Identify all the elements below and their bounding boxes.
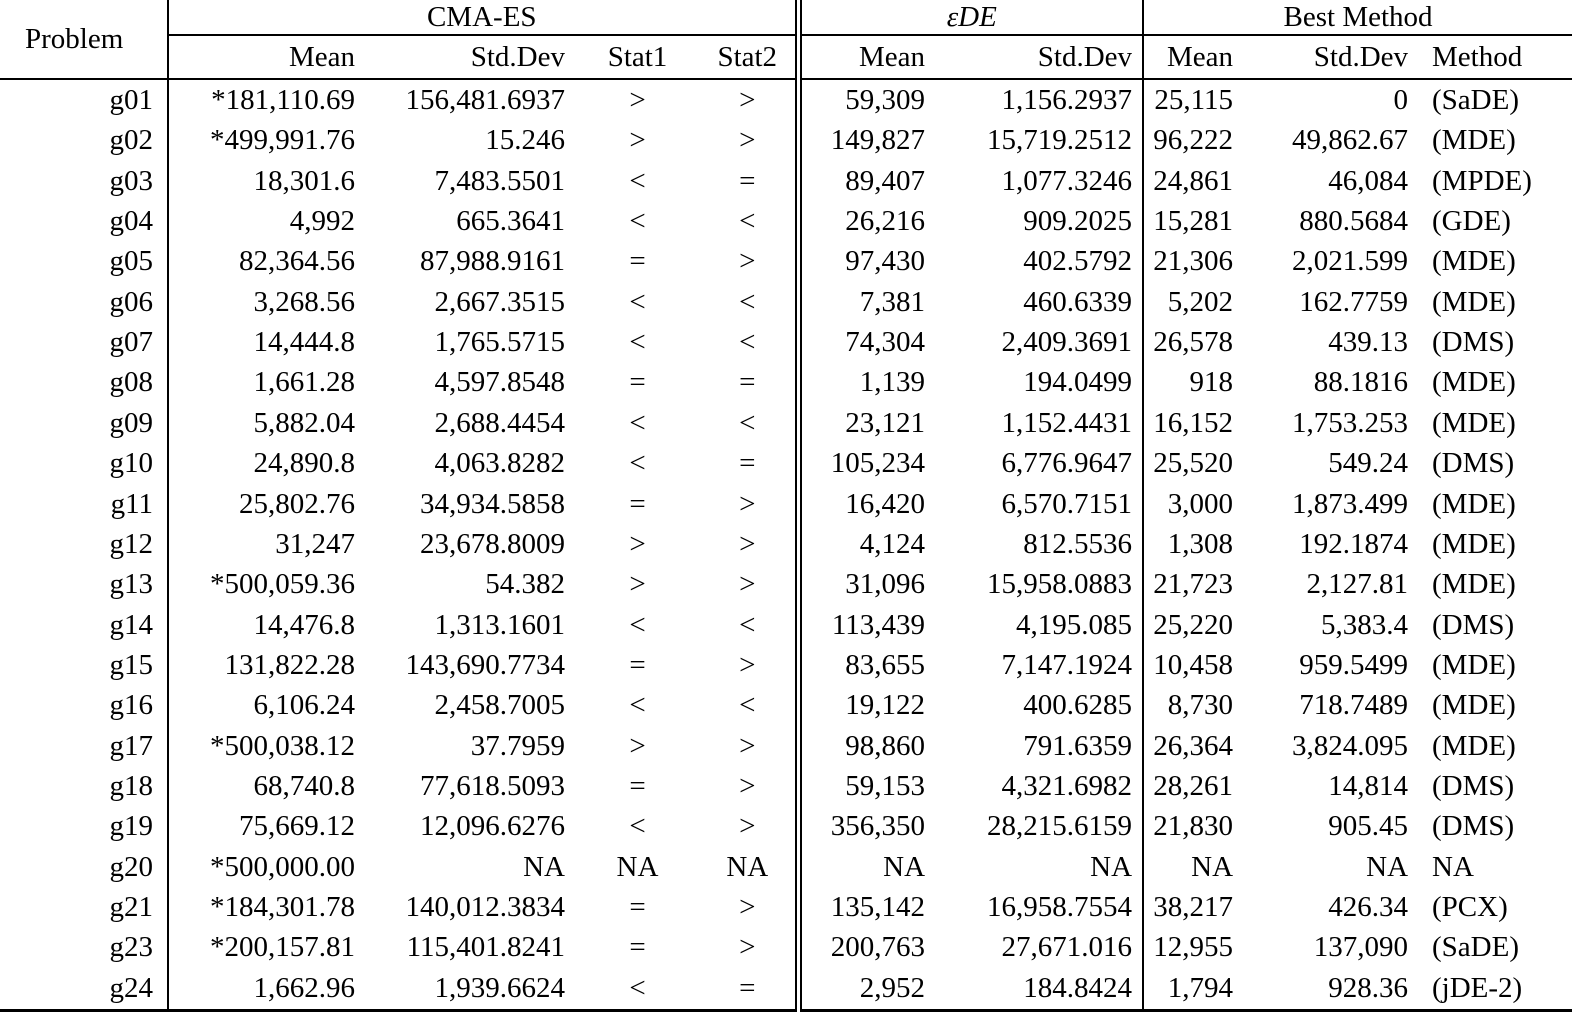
method-cell: (MDE) bbox=[1432, 527, 1516, 560]
method-cell: (jDE-2) bbox=[1418, 968, 1572, 1011]
stat2-header: Stat2 bbox=[700, 35, 798, 79]
cma-mean-cell: *500,059.36 bbox=[210, 568, 355, 601]
best-mean-cell: 15,281 bbox=[1143, 201, 1243, 241]
method-cell: (MDE) bbox=[1432, 568, 1516, 601]
problem-cell: g19 bbox=[0, 807, 168, 847]
ede-mean-cell: 356,350 bbox=[798, 807, 935, 847]
best-stddev-cell: 718.7489 bbox=[1299, 689, 1409, 722]
cma-mean-cell: 18,301.6 bbox=[253, 164, 355, 197]
ede-mean-cell: 98,860 bbox=[798, 726, 935, 766]
problem-cell: g03 bbox=[0, 161, 168, 201]
ede-stddev-cell: 1,077.3246 bbox=[1001, 164, 1133, 197]
cma-mean-cell: *500,000.00 bbox=[210, 850, 355, 883]
cma-stddev-cell: 87,988.9161 bbox=[420, 245, 565, 278]
cma-stddev-cell: 4,063.8282 bbox=[434, 447, 565, 480]
method-cell: (MDE) bbox=[1432, 689, 1516, 722]
best-mean-cell: NA bbox=[1143, 847, 1243, 887]
stat1-cell: NA bbox=[616, 850, 659, 883]
best-mean-cell: 16,152 bbox=[1143, 403, 1243, 443]
stat2-cell: > bbox=[739, 245, 756, 278]
stat1-cell: < bbox=[629, 810, 646, 843]
method-cell: (SaDE) bbox=[1432, 83, 1519, 116]
cma-stddev-cell: 54.382 bbox=[485, 568, 565, 601]
stat1-cell: < bbox=[629, 689, 646, 722]
cma-mean-cell: 75,669.12 bbox=[239, 810, 355, 843]
best-mean-cell: 28,261 bbox=[1143, 766, 1243, 806]
cma-stddev-cell: 12,096.6276 bbox=[420, 810, 565, 843]
ede-stddev-cell: 194.0499 bbox=[1023, 366, 1133, 399]
problem-cell: g08 bbox=[0, 363, 168, 403]
stat2-cell: > bbox=[739, 769, 756, 802]
method-cell: (MDE) bbox=[1432, 285, 1516, 318]
method-cell: (PCX) bbox=[1432, 890, 1508, 923]
stat1-cell: < bbox=[629, 447, 646, 480]
cma-stddev-header: Std.Dev bbox=[365, 35, 575, 79]
ede-mean-cell: 7,381 bbox=[798, 282, 935, 322]
best-stddev-cell: 1,753.253 bbox=[1292, 406, 1409, 439]
best-stddev-cell: NA bbox=[1366, 850, 1409, 883]
ede-stddev-header: Std.Dev bbox=[935, 35, 1143, 79]
table-row bbox=[0, 363, 1572, 403]
table-row bbox=[0, 443, 1572, 483]
cma-stddev-cell: 2,688.4454 bbox=[434, 406, 565, 439]
best-stddev-cell: 959.5499 bbox=[1299, 648, 1409, 681]
table-row bbox=[0, 242, 1572, 282]
best-mean-cell: 1,794 bbox=[1143, 968, 1243, 1011]
problem-cell: g23 bbox=[0, 928, 168, 968]
best-stddev-cell: 928.36 bbox=[1243, 968, 1418, 1011]
ede-mean-cell: 59,153 bbox=[798, 766, 935, 806]
ede-stddev-cell: 184.8424 bbox=[935, 968, 1143, 1011]
best-mean-cell: 25,115 bbox=[1143, 79, 1243, 121]
best-stddev-cell: 49,862.67 bbox=[1292, 124, 1409, 157]
best-stddev-cell: 0 bbox=[1393, 83, 1409, 116]
ede-mean-cell: 1,139 bbox=[798, 363, 935, 403]
stat2-cell: < bbox=[739, 608, 756, 641]
problem-column-header: Problem bbox=[0, 0, 168, 79]
ede-stddev-cell: 1,152.4431 bbox=[1001, 406, 1133, 439]
problem-cell: g02 bbox=[0, 121, 168, 161]
ede-mean-cell: 19,122 bbox=[798, 686, 935, 726]
cma-mean-cell: 1,661.28 bbox=[253, 366, 355, 399]
stat2-cell: = bbox=[739, 447, 756, 480]
ede-mean-header: Mean bbox=[798, 35, 935, 79]
stat2-cell: > bbox=[739, 890, 756, 923]
method-cell: (MDE) bbox=[1432, 648, 1516, 681]
best-mean-cell: 21,830 bbox=[1143, 807, 1243, 847]
table-header bbox=[0, 0, 1572, 79]
method-cell: (DMS) bbox=[1432, 810, 1515, 843]
ede-stddev-cell: 460.6339 bbox=[1023, 285, 1133, 318]
ede-stddev-cell: 28,215.6159 bbox=[987, 810, 1133, 843]
cma-stddev-cell: 1,939.6624 bbox=[365, 968, 575, 1011]
ede-stddev-cell: 6,776.9647 bbox=[1001, 447, 1133, 480]
table-body bbox=[0, 79, 1572, 1011]
stat1-cell: = bbox=[629, 366, 646, 399]
method-cell: (MDE) bbox=[1432, 487, 1516, 520]
best-mean-cell: 38,217 bbox=[1143, 887, 1243, 927]
ede-stddev-cell: 812.5536 bbox=[1023, 527, 1133, 560]
stat2-cell: > bbox=[739, 931, 756, 964]
best-mean-cell: 21,306 bbox=[1143, 242, 1243, 282]
problem-cell: g17 bbox=[0, 726, 168, 766]
stat1-cell: > bbox=[629, 729, 646, 762]
cma-mean-cell: 5,882.04 bbox=[253, 406, 355, 439]
stat2-cell: = bbox=[739, 366, 756, 399]
method-cell: (DMS) bbox=[1432, 447, 1515, 480]
cma-stddev-cell: 2,458.7005 bbox=[434, 689, 565, 722]
cma-mean-header: Mean bbox=[168, 35, 365, 79]
group-header-row bbox=[0, 0, 1572, 35]
method-cell: (DMS) bbox=[1432, 769, 1515, 802]
ede-stddev-cell: 27,671.016 bbox=[1001, 931, 1133, 964]
ede-stddev-cell: 7,147.1924 bbox=[1001, 648, 1133, 681]
stat2-cell: NA bbox=[726, 850, 769, 883]
stat2-cell: > bbox=[739, 648, 756, 681]
method-cell: (MDE) bbox=[1432, 406, 1516, 439]
best-mean-cell: 12,955 bbox=[1143, 928, 1243, 968]
table-row bbox=[0, 322, 1572, 362]
cma-mean-cell: *181,110.69 bbox=[211, 83, 355, 116]
ede-mean-cell: 26,216 bbox=[798, 201, 935, 241]
method-cell: (DMS) bbox=[1432, 608, 1515, 641]
best-mean-cell: 26,578 bbox=[1143, 322, 1243, 362]
cma-stddev-cell: 15.246 bbox=[485, 124, 565, 157]
table-row bbox=[0, 726, 1572, 766]
ede-mean-cell: 83,655 bbox=[798, 645, 935, 685]
cma-stddev-cell: 143,690.7734 bbox=[405, 648, 565, 681]
best-stddev-cell: 88.1816 bbox=[1313, 366, 1409, 399]
best-stddev-cell: 905.45 bbox=[1328, 810, 1409, 843]
cma-mean-cell: 14,476.8 bbox=[253, 608, 355, 641]
stat2-cell: > bbox=[739, 568, 756, 601]
ede-mean-cell: NA bbox=[798, 847, 935, 887]
problem-cell: g04 bbox=[0, 201, 168, 241]
problem-cell: g06 bbox=[0, 282, 168, 322]
table-row bbox=[0, 565, 1572, 605]
ede-stddev-cell: 4,195.085 bbox=[1016, 608, 1133, 641]
best-stddev-cell: 2,021.599 bbox=[1292, 245, 1409, 278]
stat2-cell: > bbox=[739, 810, 756, 843]
table-row bbox=[0, 847, 1572, 887]
best-mean-cell: 918 bbox=[1143, 363, 1243, 403]
stat2-cell: < bbox=[739, 285, 756, 318]
best-stddev-cell: 137,090 bbox=[1313, 931, 1409, 964]
cma-stddev-cell: 140,012.3834 bbox=[405, 890, 565, 923]
problem-cell: g16 bbox=[0, 686, 168, 726]
ede-mean-cell: 16,420 bbox=[798, 484, 935, 524]
cma-mean-cell: 25,802.76 bbox=[239, 487, 355, 520]
method-header: Method bbox=[1418, 35, 1572, 79]
table-row bbox=[0, 79, 1572, 121]
stat1-cell: = bbox=[629, 487, 646, 520]
stat1-cell: = bbox=[629, 648, 646, 681]
method-cell: (MPDE) bbox=[1432, 164, 1532, 197]
cma-mean-cell: 14,444.8 bbox=[253, 326, 355, 359]
best-method-group-header: Best Method bbox=[1143, 0, 1572, 35]
table-row bbox=[0, 605, 1572, 645]
problem-cell: g13 bbox=[0, 565, 168, 605]
best-mean-cell: 25,520 bbox=[1143, 443, 1243, 483]
cma-mean-cell: 1,662.96 bbox=[168, 968, 365, 1011]
problem-cell: g20 bbox=[0, 847, 168, 887]
cma-mean-cell: 68,740.8 bbox=[253, 769, 355, 802]
stat1-cell: = bbox=[629, 245, 646, 278]
stat1-header: Stat1 bbox=[575, 35, 700, 79]
best-stddev-cell: 549.24 bbox=[1328, 447, 1409, 480]
stat1-cell: > bbox=[629, 527, 646, 560]
best-stddev-header: Std.Dev bbox=[1243, 35, 1418, 79]
best-mean-cell: 8,730 bbox=[1143, 686, 1243, 726]
ede-stddev-cell: 1,156.2937 bbox=[1001, 83, 1133, 116]
problem-cell: g11 bbox=[0, 484, 168, 524]
problem-cell: g15 bbox=[0, 645, 168, 685]
problem-cell: g01 bbox=[0, 79, 168, 121]
table-row bbox=[0, 161, 1572, 201]
best-stddev-cell: 192.1874 bbox=[1299, 527, 1409, 560]
table-row bbox=[0, 887, 1572, 927]
cma-stddev-cell: 665.3641 bbox=[456, 205, 565, 238]
ede-stddev-cell: 2,409.3691 bbox=[1001, 326, 1133, 359]
best-stddev-cell: 880.5684 bbox=[1299, 205, 1409, 238]
ede-mean-cell: 200,763 bbox=[798, 928, 935, 968]
best-stddev-cell: 1,873.499 bbox=[1292, 487, 1409, 520]
best-stddev-cell: 439.13 bbox=[1328, 326, 1409, 359]
table-row bbox=[0, 686, 1572, 726]
ede-stddev-cell: 400.6285 bbox=[1023, 689, 1133, 722]
best-mean-cell: 1,308 bbox=[1143, 524, 1243, 564]
stat2-cell: > bbox=[739, 729, 756, 762]
ede-stddev-cell: 791.6359 bbox=[1023, 729, 1133, 762]
method-cell: (SaDE) bbox=[1432, 931, 1519, 964]
stat1-cell: > bbox=[629, 124, 646, 157]
best-mean-cell: 26,364 bbox=[1143, 726, 1243, 766]
problem-cell: g14 bbox=[0, 605, 168, 645]
ede-mean-cell: 2,952 bbox=[798, 968, 935, 1011]
cma-stddev-cell: 2,667.3515 bbox=[434, 285, 565, 318]
method-cell: (MDE) bbox=[1432, 729, 1516, 762]
best-mean-cell: 10,458 bbox=[1143, 645, 1243, 685]
stat2-cell: > bbox=[739, 487, 756, 520]
stat2-cell: = bbox=[700, 968, 798, 1011]
table-row bbox=[0, 201, 1572, 241]
ede-mean-cell: 97,430 bbox=[798, 242, 935, 282]
stat2-cell: = bbox=[739, 164, 756, 197]
method-cell: (MDE) bbox=[1432, 366, 1516, 399]
best-mean-cell: 5,202 bbox=[1143, 282, 1243, 322]
cma-mean-cell: *200,157.81 bbox=[210, 931, 355, 964]
cma-mean-cell: *184,301.78 bbox=[210, 890, 355, 923]
table-row bbox=[0, 403, 1572, 443]
table-row bbox=[0, 282, 1572, 322]
cma-stddev-cell: 1,313.1601 bbox=[434, 608, 565, 641]
stat2-cell: > bbox=[739, 124, 756, 157]
cma-mean-cell: 131,822.28 bbox=[224, 648, 355, 681]
stat1-cell: < bbox=[629, 406, 646, 439]
cma-stddev-cell: 1,765.5715 bbox=[434, 326, 565, 359]
cma-stddev-cell: 4,597.8548 bbox=[434, 366, 565, 399]
ede-mean-cell: 149,827 bbox=[798, 121, 935, 161]
stat2-cell: < bbox=[739, 326, 756, 359]
sub-header-row bbox=[0, 35, 1572, 79]
best-stddev-cell: 5,383.4 bbox=[1321, 608, 1409, 641]
stat1-cell: > bbox=[629, 568, 646, 601]
problem-cell: g18 bbox=[0, 766, 168, 806]
cma-stddev-cell: 34,934.5858 bbox=[420, 487, 565, 520]
problem-cell: g21 bbox=[0, 887, 168, 927]
method-cell: (GDE) bbox=[1432, 205, 1511, 238]
method-cell: (DMS) bbox=[1432, 326, 1515, 359]
problem-cell: g12 bbox=[0, 524, 168, 564]
ede-mean-cell: 135,142 bbox=[798, 887, 935, 927]
stat1-cell: < bbox=[629, 326, 646, 359]
ede-stddev-cell: 16,958.7554 bbox=[987, 890, 1133, 923]
best-stddev-cell: 46,084 bbox=[1328, 164, 1409, 197]
cma-stddev-cell: 7,483.5501 bbox=[434, 164, 565, 197]
method-cell: (MDE) bbox=[1432, 124, 1516, 157]
best-mean-cell: 3,000 bbox=[1143, 484, 1243, 524]
table-row bbox=[0, 121, 1572, 161]
cma-stddev-cell: 156,481.6937 bbox=[405, 83, 565, 116]
stat1-cell: < bbox=[629, 205, 646, 238]
ede-mean-cell: 59,309 bbox=[798, 79, 935, 121]
stat2-cell: > bbox=[739, 527, 756, 560]
best-mean-cell: 96,222 bbox=[1143, 121, 1243, 161]
ede-stddev-cell: 15,958.0883 bbox=[987, 568, 1133, 601]
problem-cell: g05 bbox=[0, 242, 168, 282]
best-stddev-cell: 426.34 bbox=[1328, 890, 1409, 923]
cma-stddev-cell: NA bbox=[523, 850, 565, 883]
cma-mean-cell: *499,991.76 bbox=[210, 124, 355, 157]
cma-es-group-header: CMA-ES bbox=[168, 0, 798, 35]
ede-mean-cell: 31,096 bbox=[798, 565, 935, 605]
ede-mean-cell: 89,407 bbox=[798, 161, 935, 201]
best-stddev-cell: 14,814 bbox=[1328, 769, 1409, 802]
table-row bbox=[0, 524, 1572, 564]
stat1-cell: = bbox=[629, 890, 646, 923]
ede-stddev-cell: 15,719.2512 bbox=[987, 124, 1133, 157]
best-mean-cell: 21,723 bbox=[1143, 565, 1243, 605]
best-stddev-cell: 3,824.095 bbox=[1292, 729, 1409, 762]
cma-stddev-cell: 77,618.5093 bbox=[420, 769, 565, 802]
cma-mean-cell: 24,890.8 bbox=[253, 447, 355, 480]
best-stddev-cell: 162.7759 bbox=[1299, 285, 1409, 318]
table-row bbox=[0, 968, 1572, 1011]
best-mean-header: Mean bbox=[1143, 35, 1243, 79]
table-row bbox=[0, 484, 1572, 524]
stat1-cell: < bbox=[629, 164, 646, 197]
ede-stddev-cell: 4,321.6982 bbox=[1001, 769, 1133, 802]
cma-mean-cell: 82,364.56 bbox=[239, 245, 355, 278]
table-row bbox=[0, 645, 1572, 685]
problem-cell: g07 bbox=[0, 322, 168, 362]
stat1-cell: < bbox=[629, 285, 646, 318]
cma-mean-cell: *500,038.12 bbox=[210, 729, 355, 762]
ede-stddev-cell: 909.2025 bbox=[1023, 205, 1133, 238]
ede-stddev-cell: 402.5792 bbox=[1023, 245, 1133, 278]
ede-stddev-cell: 6,570.7151 bbox=[1001, 487, 1133, 520]
stat1-cell: < bbox=[629, 608, 646, 641]
ede-stddev-cell: NA bbox=[1090, 850, 1133, 883]
best-mean-cell: 24,861 bbox=[1143, 161, 1243, 201]
problem-cell: g24 bbox=[0, 968, 168, 1011]
stat1-cell: > bbox=[629, 83, 646, 116]
ede-mean-cell: 4,124 bbox=[798, 524, 935, 564]
stat2-cell: < bbox=[739, 689, 756, 722]
stat1-cell: = bbox=[629, 931, 646, 964]
stat2-cell: > bbox=[739, 83, 756, 116]
cma-stddev-cell: 23,678.8009 bbox=[420, 527, 565, 560]
ede-mean-cell: 105,234 bbox=[798, 443, 935, 483]
cma-mean-cell: 31,247 bbox=[275, 527, 355, 560]
ede-group-header: εDE bbox=[798, 0, 1143, 35]
table-row bbox=[0, 928, 1572, 968]
best-stddev-cell: 2,127.81 bbox=[1306, 568, 1409, 601]
stat2-cell: < bbox=[739, 406, 756, 439]
stat1-cell: = bbox=[629, 769, 646, 802]
stat1-cell: < bbox=[575, 968, 700, 1011]
ede-mean-cell: 23,121 bbox=[798, 403, 935, 443]
stat2-cell: < bbox=[739, 205, 756, 238]
best-mean-cell: 25,220 bbox=[1143, 605, 1243, 645]
cma-mean-cell: 3,268.56 bbox=[253, 285, 355, 318]
cma-mean-cell: 4,992 bbox=[289, 205, 355, 238]
problem-cell: g10 bbox=[0, 443, 168, 483]
cma-mean-cell: 6,106.24 bbox=[253, 689, 355, 722]
table-row bbox=[0, 807, 1572, 847]
method-cell: (MDE) bbox=[1432, 245, 1516, 278]
cma-stddev-cell: 37.7959 bbox=[470, 729, 565, 762]
ede-mean-cell: 74,304 bbox=[798, 322, 935, 362]
cma-stddev-cell: 115,401.8241 bbox=[406, 931, 565, 964]
method-cell: NA bbox=[1432, 850, 1474, 883]
ede-mean-cell: 113,439 bbox=[798, 605, 935, 645]
problem-cell: g09 bbox=[0, 403, 168, 443]
table-row bbox=[0, 766, 1572, 806]
